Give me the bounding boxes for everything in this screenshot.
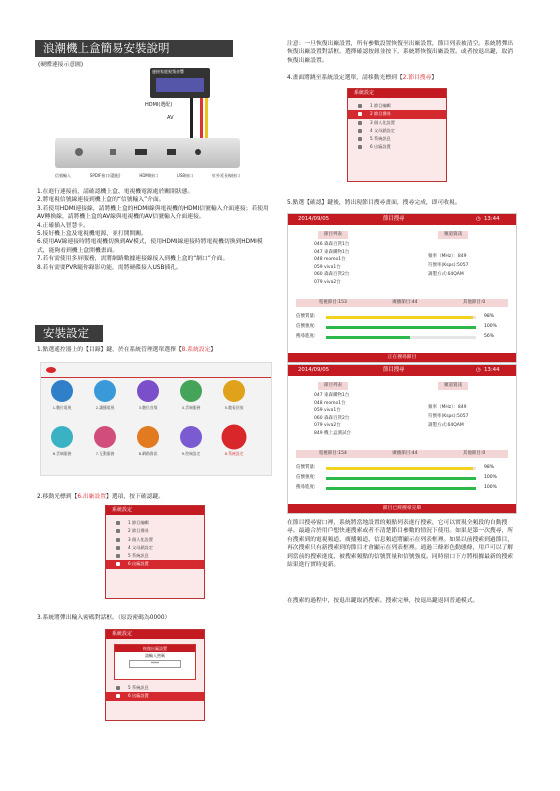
menu-item-label: 4 父母鎖設定 <box>370 127 395 133</box>
scan-time: 13:44 <box>484 367 500 373</box>
list-header: 節目列表 <box>318 231 348 239</box>
progress-value: 98% <box>484 314 495 319</box>
port-signal <box>75 148 83 156</box>
hdmi-label: HDMI(選配) <box>145 102 173 108</box>
menu-item-label: 4 父母鎖設定 <box>128 544 153 550</box>
port-labels <box>55 173 240 179</box>
progress-label: 搜尋進度: <box>296 485 316 490</box>
step-item: 3.若使用HDMI連接線，請將機上盒的HDMI線與電視機的HDMI信號輸入介面連接；若使用AV轉換線，請將機上盒的AV線與電視機的AV信號輸入介面連接。 <box>37 205 269 221</box>
app-icon[interactable] <box>223 426 245 448</box>
install-heading: 安裝設定 <box>35 325 103 342</box>
progress-label: 信號質量: <box>296 314 316 319</box>
count-row <box>296 299 508 307</box>
progress-track <box>326 487 476 490</box>
menu-item-label: 2 節目搜尋 <box>128 528 149 534</box>
progress-track <box>326 336 476 339</box>
count-tv: 電視節目:153 <box>318 300 347 305</box>
menu-item-label: 5 系統訊息 <box>128 553 149 559</box>
channel-list <box>314 392 351 437</box>
count-radio: 廣播節目:44 <box>392 300 418 305</box>
progress-track <box>326 477 476 480</box>
home-logo <box>46 367 56 373</box>
progress-value: 100% <box>484 485 497 490</box>
lock-icon <box>358 129 362 133</box>
info-frequency: 頻率（MHz）：849 <box>428 254 467 259</box>
page-title: 浪潮機上盒簡易安裝說明 <box>35 40 233 57</box>
menu-item-personal[interactable] <box>106 536 204 544</box>
info-modulation: 調製方式:64QAM <box>428 272 464 277</box>
search-exit-note: 在搜索的過程中，按退出鍵取消搜索。搜索完畢，按退出鍵返回普通模式。 <box>287 598 479 604</box>
menu-item-program-search[interactable] <box>106 527 204 535</box>
app-icon[interactable] <box>137 380 159 402</box>
install-step1 <box>37 346 282 354</box>
list-item: 046 森森百貨1台 <box>314 242 350 247</box>
app-icon[interactable] <box>180 380 202 402</box>
scan-footer <box>288 504 516 513</box>
list-item: 079 viva2台 <box>314 423 341 428</box>
app-label: 6.雲端服務 <box>52 451 72 456</box>
step2-text: 2.移動光標到【 <box>37 494 78 500</box>
channel-info <box>428 252 468 279</box>
menu-item-program-edit[interactable] <box>106 519 204 527</box>
av-panel-title: 連接家庭視頻音響 <box>152 69 184 74</box>
menu-item-program-edit[interactable] <box>348 102 446 110</box>
app-icon[interactable] <box>51 426 73 448</box>
menu-item-label: 5 系統訊息 <box>128 685 149 690</box>
reset-icon <box>116 562 120 566</box>
av-label: AV <box>167 115 174 121</box>
port-hdmi <box>135 149 147 155</box>
step1-highlight: 8.系統設定 <box>181 347 211 353</box>
user-icon <box>116 538 120 542</box>
dialog-title: 恢復出廠設置 <box>115 645 195 652</box>
install-step3: 3.系統將彈出輸入密碼對話框。（原設密碼為0000） <box>37 615 171 621</box>
app-label: 7.互動服務 <box>95 451 115 456</box>
av-cable-2 <box>205 98 208 138</box>
menu-item-system-info[interactable] <box>106 684 204 692</box>
scan-header <box>288 365 516 376</box>
list-item: 047 東森購物1台 <box>314 393 350 398</box>
port-label: HDMI接口 <box>139 173 159 178</box>
progress-track <box>326 467 476 470</box>
port-label: USB接口 <box>176 173 194 178</box>
edit-icon <box>116 521 120 525</box>
clock-icon: ◷ <box>476 216 481 222</box>
step4-text-end: 】 <box>431 75 438 81</box>
info-icon <box>358 137 362 141</box>
progress-track <box>326 316 476 319</box>
app-icon[interactable] <box>94 380 116 402</box>
progress-label: 信號強度: <box>296 475 316 480</box>
port-ir <box>195 149 201 155</box>
step1-text: 1.點選遙控器上的【目錄】鍵，於在系統管理選單選擇【 <box>37 347 182 353</box>
app-label: 8.系統設定 <box>224 451 244 456</box>
menu-title: 系統設定 <box>106 506 204 515</box>
menu-item-factory-reset[interactable] <box>348 143 446 151</box>
app-label: 8.網路資訊 <box>138 451 158 456</box>
progress-value: 100% <box>484 324 497 329</box>
steps-list <box>37 188 272 272</box>
install-step2 <box>37 493 164 501</box>
hdmi-cable <box>190 98 193 138</box>
info-header: 頻道資訊 <box>438 231 468 239</box>
progress-track <box>326 326 476 329</box>
list-header: 節目列表 <box>318 382 348 390</box>
progress-row <box>296 313 508 321</box>
progress-row <box>296 484 508 492</box>
progress-row <box>296 474 508 482</box>
scan-title: 節目搜尋 <box>383 216 405 222</box>
info-header: 頻道資訊 <box>438 382 468 390</box>
step4 <box>287 74 437 82</box>
step-item: 1.在進行連接前，請確認機上盒、電視機電源處於關閉狀態。 <box>37 189 194 195</box>
progress-label: 搜尋進度: <box>296 334 316 339</box>
info-icon <box>116 554 120 558</box>
password-dialog <box>114 644 196 680</box>
list-item: 048 momo1台 <box>314 400 346 406</box>
progress-row <box>296 323 508 331</box>
dialog-body: 請輸入密碼 <box>145 653 165 658</box>
app-label: 1.數位電視 <box>52 405 72 410</box>
menu-item-label: 5 系統訊息 <box>370 136 391 142</box>
av-panel <box>150 68 210 98</box>
scan-screen-1 <box>287 213 517 363</box>
list-item: 060 森森百貨2台 <box>314 415 350 421</box>
edit-icon <box>358 104 362 108</box>
scan-date: 2014/09/05 <box>298 367 330 373</box>
app-label: 4.雲端服務 <box>181 405 201 410</box>
step1-text-end: 】 <box>210 347 217 353</box>
app-label: 9.控端設定 <box>181 451 201 456</box>
step-item: 7.若有需使用多屏服務，需將網路數據連接線接入到機上盒的“網口”介面。 <box>37 256 229 263</box>
count-row <box>296 450 508 458</box>
scan-status: 正在搜尋節目 <box>387 355 417 360</box>
menu-item-parental-lock[interactable] <box>348 127 446 135</box>
step-item: 8.若有需要PVR隨你錄影功能，需將硬碟接入USB插孔。 <box>37 264 182 271</box>
app-icon[interactable] <box>94 426 116 448</box>
progress-fill <box>326 477 476 480</box>
system-menu-screen <box>105 505 205 599</box>
app-icon[interactable] <box>51 380 73 402</box>
channel-info <box>428 403 468 430</box>
menu-title: 系統設定 <box>348 89 446 98</box>
scan-status: 節目已經搜尋完畢 <box>382 506 422 511</box>
app-icon[interactable] <box>137 426 159 448</box>
progress-value: 98% <box>484 465 495 470</box>
progress-fill <box>326 487 476 490</box>
password-screen <box>105 629 205 721</box>
port-label: 信號輸入 <box>55 173 71 178</box>
home-screen <box>40 362 272 476</box>
system-menu-screen-2 <box>347 88 447 182</box>
progress-row <box>296 464 508 472</box>
port-spdif <box>110 149 116 155</box>
list-item: 059 viva1台 <box>314 264 341 270</box>
search-icon <box>358 112 362 116</box>
reset-icon <box>358 145 362 149</box>
step4-text: 4.畫面將跳至系統設定選單，請移動光標到【 <box>287 75 403 81</box>
menu-item-label: 6 出廠設置 <box>128 693 149 699</box>
scan-screen-2 <box>287 364 517 514</box>
menu-item-program-search[interactable] <box>348 110 446 118</box>
progress-value: 100% <box>484 475 497 480</box>
lock-icon <box>116 546 120 550</box>
app-label: 5.隨看回放 <box>224 405 244 410</box>
menu-item-parental-lock[interactable] <box>106 544 204 552</box>
av-cable <box>200 98 203 138</box>
port-label: SPDIF接口(選配) <box>89 173 121 178</box>
menu-item-label: 3 個人化設置 <box>128 536 153 542</box>
menu-item-label: 1 節目編輯 <box>128 520 149 525</box>
progress-label: 信號強度: <box>296 324 316 329</box>
list-item: 079 viva2台 <box>314 279 341 285</box>
menu-item-label: 2 節目搜尋 <box>370 111 391 117</box>
settop-box <box>55 138 240 168</box>
step4-highlight: 2.節目搜尋 <box>402 75 432 81</box>
info-modulation: 調製方式:64QAM <box>428 423 464 428</box>
scan-footer <box>288 353 516 362</box>
channel-list <box>314 241 349 286</box>
count-tv: 電視節目:154 <box>318 451 347 456</box>
progress-fill <box>326 467 473 470</box>
list-item: 048 momo1台 <box>314 257 346 262</box>
scan-time: 13:44 <box>484 216 500 222</box>
progress-fill <box>326 336 410 339</box>
scan-title: 節目搜尋 <box>383 367 405 373</box>
list-item: 060 森森百貨2台 <box>314 272 350 277</box>
count-radio: 廣播節目:44 <box>392 451 418 456</box>
port-usb <box>167 149 176 155</box>
clock-icon: ◷ <box>476 367 481 373</box>
menu-item-factory-reset[interactable] <box>106 692 204 700</box>
password-screen-title: 系統設定 <box>106 630 204 639</box>
user-icon <box>358 121 362 125</box>
reset-icon <box>116 694 120 698</box>
menu-item-system-info[interactable] <box>106 552 204 560</box>
menu-item-label: 6 出廠設置 <box>370 144 391 150</box>
password-input[interactable]: **** <box>129 660 181 668</box>
menu-item-system-info[interactable] <box>348 135 446 143</box>
port-label: 紅外延長線接口 <box>211 173 240 178</box>
step2-text-end: 】選項，按下確認鍵。 <box>106 494 165 500</box>
progress-row <box>296 333 508 341</box>
scan-header <box>288 214 516 225</box>
progress-fill <box>326 326 476 329</box>
info-icon <box>116 686 120 690</box>
progress-fill <box>326 316 473 319</box>
count-other: 其他節目:0 <box>462 451 486 456</box>
list-item: 059 viva1台 <box>314 408 341 413</box>
reset-note: 注意：一旦恢復出廠設置，所有參數設置恢復至出廠設置，節目列表被清空。系統將彈出恢復出廠設置對話框，選擇確認按鈕並按下，系統將恢復出廠設置。或者按退出鍵，取消恢復出廠設置。 <box>287 41 514 64</box>
search-icon <box>116 529 120 533</box>
list-item: 047 東森購物1台 <box>314 249 350 255</box>
info-symbol-rate: 符號率(Ksps):5057 <box>428 414 469 419</box>
app-icon[interactable] <box>180 426 202 448</box>
menu-item-label: 3 個人化設置 <box>370 119 395 125</box>
home-top-line <box>41 377 271 378</box>
search-description: 在節目搜尋窗口裡，系統將當地設置的頻點列表進行搜索，它可以實現全頻段的自動搜尋。最適合於用戶想快速搜索或者不清楚節目參數的情況下使用。如果是第一次搜尋，所有搜索到的電視頻道、廣播頻道、信息頻道將顯示在列表框裡。如果以前搜索到過節目，再次搜索只有新搜索到的節目才會顯示在列表框裡。通過三條彩色動態條，用戶可以了解到當前的搜索進度、被搜索頻點的信號質量和信號強度。同時窗口下方將根據最新的搜索結果進行實時更新。 <box>287 520 514 569</box>
app-label: 3.數位音頻 <box>138 405 158 410</box>
scan-date: 2014/09/05 <box>298 216 330 222</box>
step5: 5.點選【確認】鍵後，將出現節目搜尋畫面，搜尋完成，即可收視。 <box>287 200 461 206</box>
step-item: 6.使用AV線連接時將電視機切換到AV模式，使用HDMI線連接時將電視機切換到HDMI模式，能夠看到機上盒開機畫面。 <box>37 239 263 254</box>
step-item: 4.正確插入智慧卡。 <box>37 222 89 229</box>
app-icon[interactable] <box>223 380 245 402</box>
step2-highlight: 6.出廠設置 <box>77 494 107 500</box>
menu-item-label: 1 節目編輯 <box>370 103 391 108</box>
info-symbol-rate: 符號率(Ksps):5057 <box>428 263 469 268</box>
step-item: 2.將電視信號線連接到機上盒的“信號輸入”介面。 <box>37 197 165 204</box>
info-frequency: 頻率（MHz）：849 <box>428 405 467 410</box>
menu-item-factory-reset[interactable] <box>106 560 204 568</box>
hardware-diagram <box>55 68 240 193</box>
progress-value: 56% <box>484 334 495 339</box>
count-other: 其他節目:0 <box>462 300 486 305</box>
progress-label: 信號質量: <box>296 465 316 470</box>
step-item: 5.接好機上盒及電視機電源，並打開開關。 <box>37 231 147 238</box>
list-item: 849 機上盒測試台 <box>314 430 352 436</box>
subtitle: (硬體連接示意圖) <box>38 62 84 68</box>
menu-item-personal[interactable] <box>348 119 446 127</box>
app-label: 2.讓播電視 <box>95 405 115 410</box>
menu-item-label: 6 出廠設置 <box>128 561 149 567</box>
panel-ports <box>156 78 204 92</box>
